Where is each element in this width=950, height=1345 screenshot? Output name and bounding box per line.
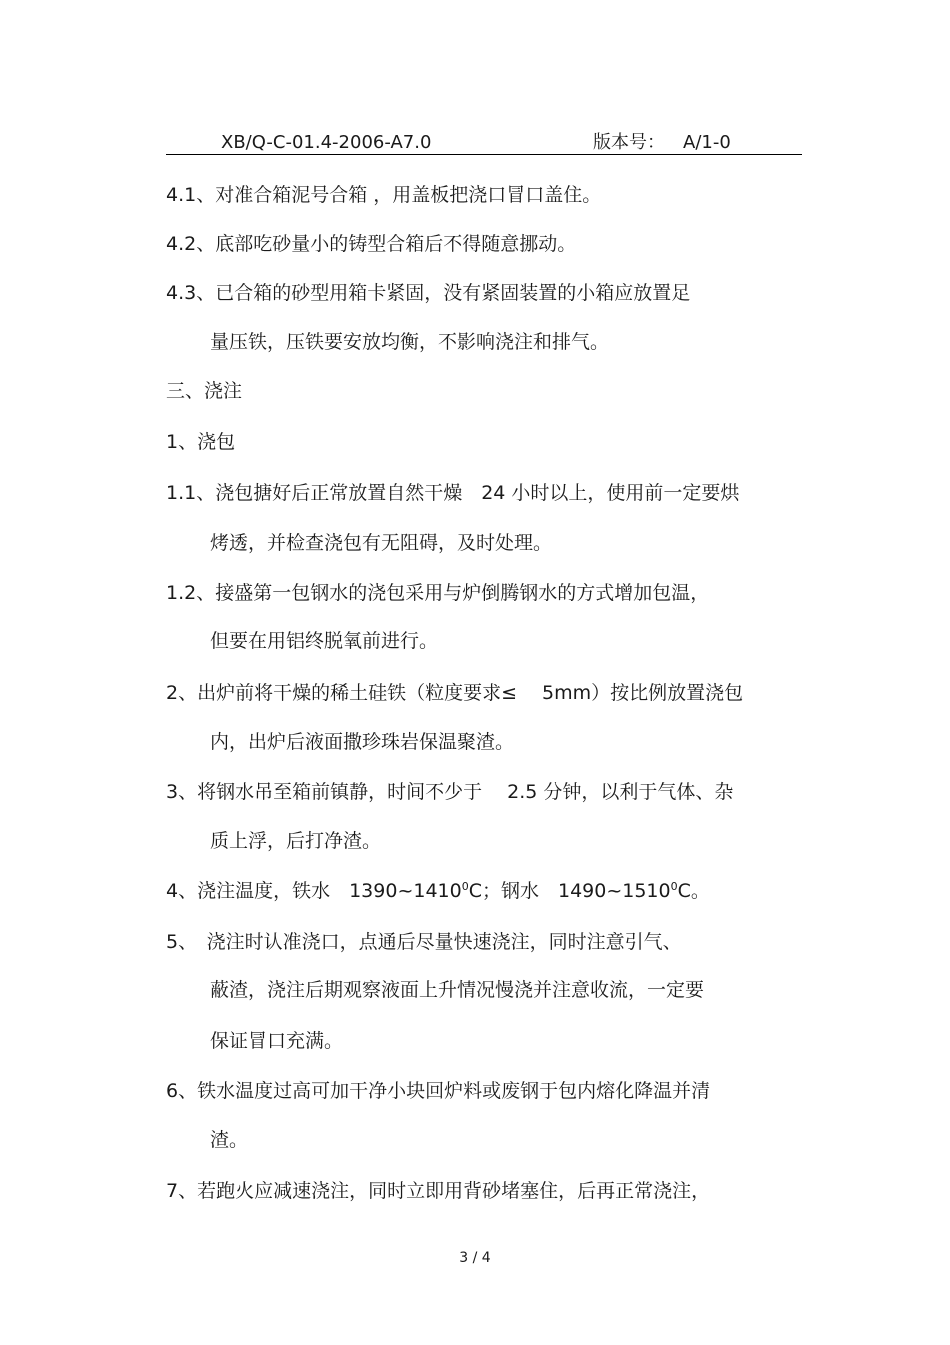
paragraph-line: 1.1、浇包搪好后正常放置自然干燥 24 小时以上，使用前一定要烘 [166,482,740,504]
paragraph-line: 5、 浇注时认准浇口，点通后尽量快速浇注，同时注意引气、 [166,931,682,953]
paragraph-line: 4.2、底部吃砂量小的铸型合箱后不得随意挪动。 [166,233,577,255]
paragraph-line: 1.2、接盛第一包钢水的浇包采用与炉倒腾钢水的方式增加包温， [166,582,710,604]
temperature-line [166,878,710,904]
document-code: XB/Q-C-01.4-2006-A7.0 [221,132,432,153]
paragraph-line: 保证冒口充满。 [210,1030,344,1052]
document-header [166,132,802,155]
paragraph-line: 3、将钢水吊至箱前镇静，时间不少于 2.5 分钟，以利于气体、杂 [166,781,734,803]
degree-mark: 0 [670,880,678,893]
paragraph-line: 烤透，并检查浇包有无阻碍，及时处理。 [210,532,553,554]
subsection-heading: 1、浇包 [166,431,236,453]
paragraph-line: 量压铁，压铁要安放均衡，不影响浇注和排气。 [210,331,610,353]
paragraph-line: 2、出炉前将干燥的稀土硅铁（粒度要求≤ 5mm）按比例放置浇包 [166,682,744,704]
version-label: 版本号： [593,132,665,153]
paragraph-line: 渣。 [210,1129,249,1151]
version-value: A/1-0 [683,132,731,153]
paragraph-line: 但要在用铝终脱氧前进行。 [210,630,439,652]
paragraph-line: 4.3、已合箱的砂型用箱卡紧固，没有紧固装置的小箱应放置足 [166,282,691,304]
temperature-middle: C；钢水 1490~1510 [468,880,671,902]
degree-mark: 0 [461,880,469,893]
paragraph-line: 蔽渣，浇注后期观察液面上升情况慢浇并注意收流，一定要 [210,979,705,1001]
paragraph-line: 4.1、对准合箱泥号合箱 ，用盖板把浇口冒口盖住。 [166,184,602,206]
temperature-suffix: C。 [677,880,710,902]
paragraph-line: 质上浮，后打净渣。 [210,830,382,852]
paragraph-line: 内，出炉后液面撒珍珠岩保温聚渣。 [210,731,515,753]
section-heading: 三、浇注 [166,380,243,402]
page-number: 3 / 4 [459,1250,491,1266]
paragraph-line: 7、若跑火应减速浇注，同时立即用背砂堵塞住，后再正常浇注， [166,1180,711,1202]
temperature-prefix: 4、浇注温度，铁水 1390~1410 [166,880,462,902]
paragraph-line: 6、铁水温度过高可加干净小块回炉料或废钢于包内熔化降温并清 [166,1080,711,1102]
